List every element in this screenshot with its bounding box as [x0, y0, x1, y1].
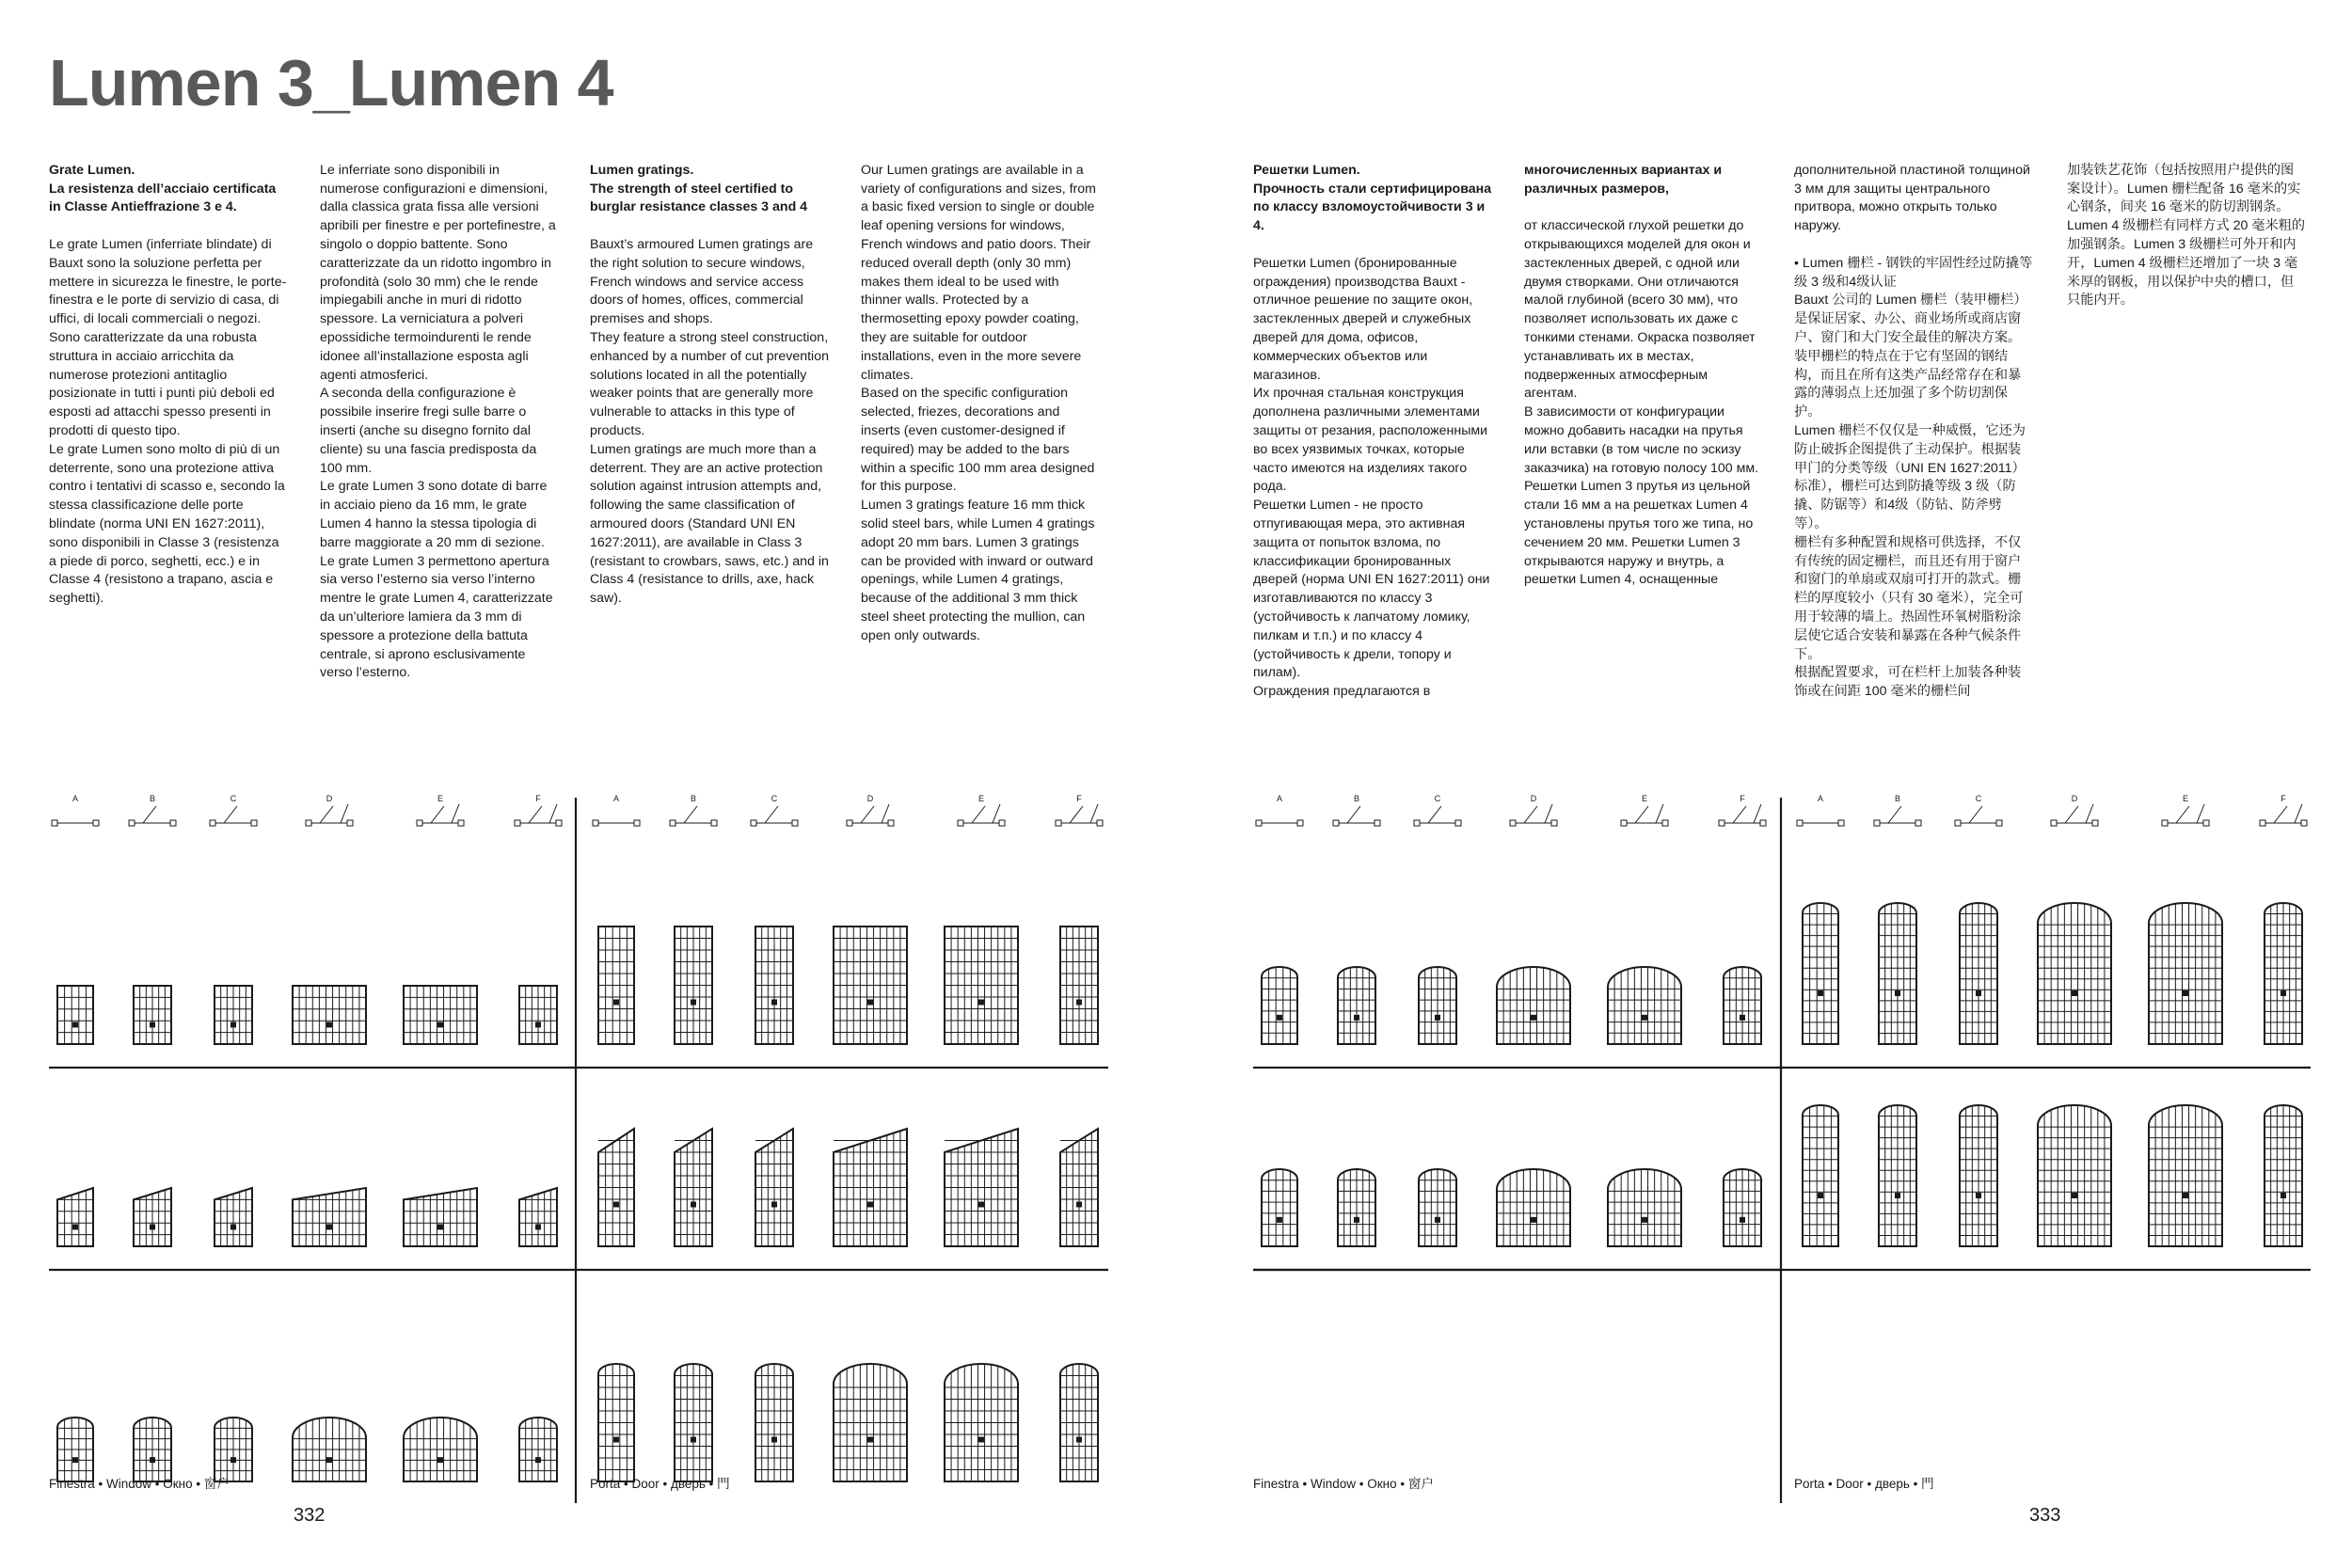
lock-icon	[1277, 1217, 1282, 1223]
opening-symbol	[306, 820, 311, 826]
caption-door-left: Porta • Door • дверь • 門	[590, 1477, 730, 1491]
column-heading: Grate Lumen. La resistenza dell’acciaio certificata in Classe Antieffrazione 3 e 4.	[49, 162, 277, 215]
lock-icon	[326, 1022, 332, 1027]
lock-icon	[535, 1022, 541, 1027]
lock-icon	[1076, 1000, 1082, 1006]
page-title: Lumen 3_Lumen 4	[49, 46, 613, 119]
grating-drawing	[1262, 967, 1297, 1044]
opening-symbol	[861, 806, 874, 823]
opening-symbol	[515, 820, 520, 826]
opening-symbol	[792, 820, 798, 826]
page-number-left: 332	[294, 1505, 326, 1526]
position-letter: C	[771, 794, 778, 803]
opening-symbol	[52, 820, 57, 826]
opening-symbol	[251, 820, 257, 826]
opening-symbol	[529, 806, 542, 823]
column-body: Le inferriate sono disponibili in numerose configurazioni e dimensioni, dalla classica grata fissa alle versioni apribili per finestre e per portefinestre, a singolo o doppio battente. Sono caratterizzate da un ridotto ingombro in profondità (solo 30 mm) che le rende impiegabili anche in muri di ridotto spessore. La verniciatura a polveri epossidiche termoindurenti le rende idonee all’installazione esposta agli agenti atmosferici. A seconda della configurazione è possibile inserire fregi sulle barre o inserti (anche su disegno fornito dal cliente) su una fascia predisposta da 100 mm. Le grate Lumen 3 sono dotate di barre in acciaio pieno da 16 mm, le grate Lumen 4 hanno la stessa tipologia di barre maggiorate a 20 mm di sezione. Le grate Lumen 3 permettono apertura sia verso l’esterno sia verso l’interno mentre le grate Lumen 4, caratterizzate da un’ulteriore lamiera da 3 mm di spessore a protezione della battuta centrale, si aprono esclusivamente verso l’esterno.	[320, 162, 556, 681]
opening-symbol	[556, 820, 562, 826]
position-letter: A	[72, 794, 79, 803]
opening-symbol	[1297, 820, 1303, 826]
lock-icon	[771, 1000, 777, 1006]
position-letter: F	[2280, 794, 2286, 803]
opening-symbol	[2092, 820, 2098, 826]
lock-icon	[326, 1224, 332, 1229]
lock-icon	[1435, 1015, 1440, 1021]
opening-symbol	[1428, 806, 1441, 823]
lock-icon	[978, 1000, 984, 1006]
text-column-ru-2	[1524, 143, 1764, 609]
position-letter: B	[1894, 794, 1901, 803]
opening-symbol	[224, 806, 237, 823]
opening-symbol	[1635, 806, 1648, 823]
opening-symbol	[129, 820, 135, 826]
page-number-right: 333	[2029, 1505, 2061, 1526]
opening-symbol	[1719, 820, 1724, 826]
opening-symbol	[2162, 820, 2168, 826]
text-column-zh	[2067, 143, 2307, 329]
lock-icon	[72, 1022, 78, 1027]
opening-symbol	[1955, 820, 1961, 826]
column-heading: Решетки Lumen. Прочность стали сертифицирована по классу взломоустойчивости 3 и 4.	[1253, 162, 1492, 234]
position-letter: F	[1740, 794, 1745, 803]
opening-symbol	[1414, 820, 1420, 826]
text-column-en-2	[861, 143, 1101, 664]
text-column-en-1	[590, 143, 830, 627]
opening-symbol	[1760, 820, 1766, 826]
position-letter: B	[1353, 794, 1360, 803]
opening-symbol	[847, 820, 852, 826]
column-heading: многочисленных вариантах и различных размеров,	[1524, 162, 1723, 197]
opening-symbol	[1838, 820, 1844, 826]
opening-symbol	[1375, 820, 1380, 826]
opening-symbol	[1797, 820, 1803, 826]
opening-symbol	[1621, 820, 1627, 826]
opening-symbol	[1969, 806, 1982, 823]
lock-icon	[771, 1437, 777, 1443]
opening-symbol	[1256, 820, 1262, 826]
opening-symbol	[2065, 806, 2078, 823]
position-letter: A	[612, 794, 620, 803]
lock-icon	[150, 1022, 155, 1027]
lock-icon	[1740, 1015, 1745, 1021]
lock-icon	[2072, 990, 2077, 996]
position-letter: A	[1276, 794, 1283, 803]
opening-symbol	[1056, 820, 1061, 826]
position-letter: B	[149, 794, 156, 803]
lock-icon	[230, 1022, 236, 1027]
column-body: от классической глухой решетки до открывающихся моделей для окон и застекленных дверей, с одной или двумя створками. Они отличаются малой глубиной (всего 30 мм), что позволяет использовать их даже с тонкими стенами. Окраска позволяет устанавливать их в местах, подверженных атмосферным агентам. В зависимости от конфигурации можно добавить насадки на прутья или вставки (в том числе по эскизу заказчика) на готовую полосу 100 мм. Решетки Lumen 3 прутья из цельной стали 16 мм а на решетках Lumen 4 установлены прутья того же типа, но сечением 20 мм. Решетки Lumen 3 открываются наружу и внутрь, а решетки Lumen 4, оснащенные	[1524, 218, 1759, 588]
lock-icon	[1277, 1015, 1282, 1021]
grating-drawing	[2038, 1105, 2111, 1246]
opening-symbol	[1347, 806, 1360, 823]
caption-door-right: Porta • Door • дверь • 門	[1794, 1477, 1934, 1491]
lock-icon	[1642, 1217, 1647, 1223]
text-column-ru-zh	[1794, 143, 2034, 721]
opening-symbol	[431, 806, 444, 823]
opening-symbol	[458, 820, 464, 826]
column-heading: Lumen gratings. The strength of steel certified to burglar resistance classes 3 and 4	[590, 162, 808, 215]
grating-drawing	[293, 1188, 366, 1246]
opening-symbol	[93, 820, 99, 826]
opening-symbol	[1996, 820, 2002, 826]
opening-symbol	[972, 806, 985, 823]
opening-symbol	[320, 806, 333, 823]
text-column-ru-1	[1253, 143, 1493, 721]
lock-icon	[613, 1437, 619, 1443]
position-letter: D	[2071, 794, 2078, 803]
position-letter: D	[326, 794, 333, 803]
lock-icon	[2280, 1193, 2286, 1198]
grating-drawing	[1608, 967, 1681, 1044]
column-body: 加装铁艺花饰（包括按照用户提供的图案设计）。Lumen 栅栏配备 16 毫米的实心钢条，间夹 16 毫米的防切割钢条。Lumen 4 级栅栏有同样方式 20 毫米粗的加强钢条。Lumen 3 级栅栏可外开和内开，Lumen 4 级栅栏还增加了一块 3 毫米厚的钢板，用以保护中央的槽口，但只能内开。	[2067, 162, 2306, 309]
lock-icon	[691, 1202, 696, 1208]
opening-symbol	[1510, 820, 1516, 826]
text-column-it-1	[49, 143, 289, 627]
lock-icon	[978, 1437, 984, 1443]
column-body: Bauxt’s armoured Lumen gratings are the right solution to secure windows, French windows and service access doors of homes, offices, commercial premises and shops. They feature a strong steel construction, enhanced by a number of cut prevention solutions located in all the potentially weaker points that are generally more vulnerable to attacks in this type of products. Lumen gratings are much more than a deterrent. They are an active protection solution against intrusion attempts and, following the same classification of armoured doors (Standard UNI EN 1627:2011), are available in Class 3 (resistant to crowbars, saws, etc.) and in Class 4 (resistance to drills, axe, hack saw).	[590, 236, 829, 607]
lock-icon	[437, 1224, 443, 1229]
position-letter: A	[1817, 794, 1824, 803]
lock-icon	[1740, 1217, 1745, 1223]
opening-symbol	[1524, 806, 1537, 823]
grating-drawing	[2149, 1105, 2222, 1246]
opening-symbol	[1455, 820, 1461, 826]
opening-symbol	[2051, 820, 2057, 826]
opening-symbol	[417, 820, 422, 826]
grating-drawing	[2149, 903, 2222, 1044]
lock-icon	[1976, 990, 1981, 996]
lock-icon	[1076, 1437, 1082, 1443]
grating-diagrams	[0, 781, 2352, 1533]
opening-symbol	[634, 820, 640, 826]
text-column-it-2	[320, 143, 560, 702]
position-letter: E	[1641, 794, 1648, 803]
lock-icon	[326, 1457, 332, 1463]
grating-drawing	[57, 986, 93, 1044]
opening-symbol	[2274, 806, 2287, 823]
column-body: Решетки Lumen (бронированные ограждения) производства Bauxt - отличное решение по защите окон, застекленных дверей и служебных дверей для дома, офисов, коммерческих объектов или магазинов. Их прочная стальная конструкция дополнена различными элементами защиты от резания, расположенными во всех уязвимых точках, которые часто имеются на изделиях такого рода. Решетки Lumen - не просто отпугивающая мера, это активная защита от попыток взлома, по классификации бронированных дверей (норма UNI EN 1627:2011) они изготавливаются по классу 3 (устойчивость к лапчатому ломику, пилкам и т.п.) и по классу 4 (устойчивость к дрели, топору и пилам). Ограждения предлагаются в	[1253, 255, 1490, 700]
lock-icon	[230, 1224, 236, 1229]
lock-icon	[978, 1202, 984, 1208]
lock-icon	[1818, 990, 1823, 996]
grating-drawing	[57, 1188, 93, 1246]
lock-icon	[1531, 1015, 1536, 1021]
grating-drawing	[404, 986, 477, 1044]
lock-icon	[230, 1457, 236, 1463]
opening-symbol	[210, 820, 215, 826]
position-letter: C	[230, 794, 237, 803]
column-body: Our Lumen gratings are available in a variety of configurations and sizes, from a basic fixed version to single or double leaf opening versions for windows, French windows and patio doors. Their reduced overall depth (only 30 mm) makes them ideal to be used with thinner walls. Protected by a thermosetting epoxy powder coating, they are suitable for outdoor installations, even in the more severe climates. Based on the specific configuration selected, friezes, decorations and inserts (even customer-designed if required) may be added to the bars within a specific 100 mm area designed for this purpose. Lumen 3 gratings feature 16 mm thick solid steel bars, while Lumen 4 gratings adopt 20 mm bars. Lumen 3 gratings can be provided with inward or outward openings, while Lumen 4 gratings, because of the additional 3 mm thick steel sheet protecting the mullion, can open only outwards.	[861, 162, 1096, 643]
opening-symbol	[711, 820, 717, 826]
position-letter: E	[977, 794, 985, 803]
grating-drawing	[1608, 1169, 1681, 1246]
column-body: дополнительной пластиной толщиной 3 мм для защиты центрального притвора, можно открыть только наружу. • Lumen 栅栏 - 钢铁的牢固性经过防撬等级 3 级和4级认证 Bauxt 公司的 Lumen 栅栏（装甲栅栏）是保证居家、办公、商业场所或商店窗户、窗门和大门安全最佳的解决方案。 装甲栅栏的特点在于它有坚固的钢结构，而且在所有这类产品经常存在和暴露的薄弱点上还加强了多个防切割保护。 Lumen 栅栏不仅仅是一种威慑，它还为防止破拆企图提供了主动保护。根据装甲门的分类等级（UNI EN 1627:2011）标准），栅栏可达到防撬等级 3 级（防撬、防锯等）和4级（防钻、防斧劈等）。 栅栏有多种配置和规格可供选择，不仅有传统的固定栅栏，而且还有用于窗户和窗门的单扇或双扇可打开的款式。栅栏的厚度较小（只有 30 毫米），完全可用于较薄的墙上。热固性环氧树脂粉涂层使它适合安装和暴露在各种气候条件下。 根据配置要求，可在栏杆上加装各种装饰或在间距 100 毫米的栅栏间	[1794, 162, 2033, 700]
opening-symbol	[958, 820, 963, 826]
lock-icon	[2280, 990, 2286, 996]
lock-icon	[613, 1202, 619, 1208]
lock-icon	[1642, 1015, 1647, 1021]
opening-symbol	[2176, 806, 2189, 823]
opening-symbol	[684, 806, 697, 823]
lock-icon	[535, 1457, 541, 1463]
opening-symbol	[1888, 806, 1901, 823]
position-letter: E	[437, 794, 444, 803]
opening-symbol	[2301, 820, 2307, 826]
opening-symbol	[1070, 806, 1083, 823]
caption-window-right: Finestra • Window • Окно • 窗户	[1253, 1477, 1434, 1491]
lock-icon	[1895, 990, 1900, 996]
lock-icon	[867, 1437, 873, 1443]
grating-drawing	[404, 1188, 477, 1246]
opening-symbol	[347, 820, 353, 826]
position-letter: D	[1530, 794, 1537, 803]
caption-window-left: Finestra • Window • Окно • 窗户	[49, 1477, 230, 1491]
lock-icon	[1895, 1193, 1900, 1198]
grating-drawing	[1497, 967, 1570, 1044]
lock-icon	[771, 1202, 777, 1208]
lock-icon	[2183, 1193, 2188, 1198]
opening-symbol	[888, 820, 894, 826]
opening-symbol	[751, 820, 756, 826]
lock-icon	[1976, 1193, 1981, 1198]
opening-symbol	[1915, 820, 1921, 826]
opening-symbol	[1333, 820, 1339, 826]
lock-icon	[1076, 1202, 1082, 1208]
position-letter: E	[2182, 794, 2189, 803]
lock-icon	[691, 1000, 696, 1006]
opening-symbol	[2260, 820, 2265, 826]
lock-icon	[1354, 1217, 1359, 1223]
grating-drawing	[293, 986, 366, 1044]
grating-drawing	[1497, 1169, 1570, 1246]
opening-symbol	[1097, 820, 1103, 826]
lock-icon	[150, 1224, 155, 1229]
position-letter: B	[690, 794, 697, 803]
lock-icon	[437, 1457, 443, 1463]
opening-symbol	[1551, 820, 1557, 826]
lock-icon	[1818, 1193, 1823, 1198]
lock-icon	[2183, 990, 2188, 996]
grating-drawing	[1262, 1169, 1297, 1246]
lock-icon	[72, 1457, 78, 1463]
lock-icon	[867, 1000, 873, 1006]
opening-symbol	[2203, 820, 2209, 826]
grating-drawing	[2038, 903, 2111, 1044]
lock-icon	[535, 1224, 541, 1229]
lock-icon	[1354, 1015, 1359, 1021]
lock-icon	[867, 1202, 873, 1208]
opening-symbol	[1662, 820, 1668, 826]
position-letter: D	[866, 794, 874, 803]
opening-symbol	[170, 820, 176, 826]
lock-icon	[1531, 1217, 1536, 1223]
opening-symbol	[1874, 820, 1880, 826]
lock-icon	[72, 1224, 78, 1229]
grating-drawing	[1803, 903, 1838, 1044]
opening-symbol	[1733, 806, 1746, 823]
position-letter: F	[1076, 794, 1082, 803]
lock-icon	[150, 1457, 155, 1463]
position-letter: C	[1434, 794, 1441, 803]
opening-symbol	[999, 820, 1005, 826]
lock-icon	[613, 1000, 619, 1006]
lock-icon	[437, 1022, 443, 1027]
lock-icon	[2072, 1193, 2077, 1198]
column-body: Le grate Lumen (inferriate blindate) di Bauxt sono la soluzione perfetta per mettere in sicurezza le finestre, le porte-finestra e le porte di servizio di casa, di uffici, di locali commerciali o negozi. Sono caratterizzate da una robusta struttura in acciaio arricchita da numerose protezioni antitaglio posizionate in tutti i punti più deboli ed esposti ad attacchi spesso presenti in prodotti di questo tipo. Le grate Lumen sono molto di più di un deterrente, sono una protezione attiva contro i tentativi di scasso e, secondo la stessa classificazione delle porte blindate (norma UNI EN 1627:2011), sono disponibili in Classe 3 (resistenza a piede di porco, seghetti, ecc.) e in Classe 4 (resistono a trapano, ascia e seghetti).	[49, 236, 287, 607]
position-letter: C	[1975, 794, 1982, 803]
opening-symbol	[143, 806, 156, 823]
opening-symbol	[670, 820, 675, 826]
opening-symbol	[765, 806, 778, 823]
grating-drawing	[1803, 1105, 1838, 1246]
position-letter: F	[535, 794, 541, 803]
lock-icon	[1435, 1217, 1440, 1223]
opening-symbol	[593, 820, 598, 826]
lock-icon	[691, 1437, 696, 1443]
